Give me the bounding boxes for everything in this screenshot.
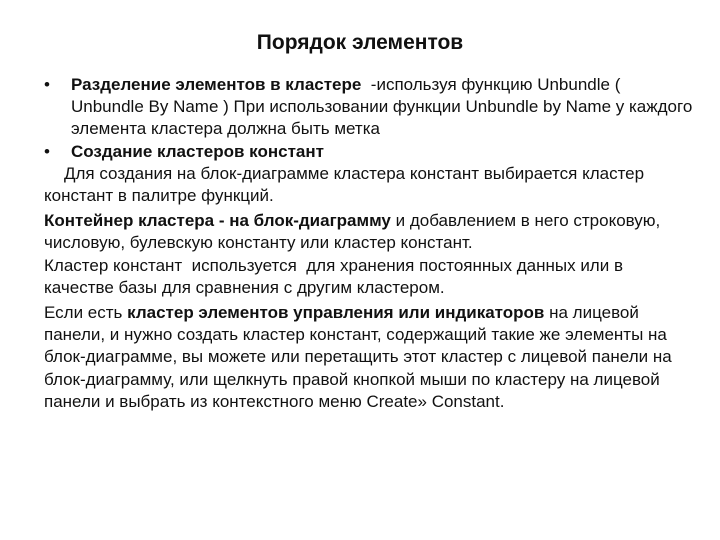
bullet-heading-unbundle: Разделение элементов в кластере: [71, 75, 362, 94]
bullet-dot-icon: •: [44, 141, 50, 161]
paragraph-container-text: и добавлением в него строковую, числовую, булевскую константу или кластер констант.: [44, 211, 661, 253]
paragraph-container: [44, 210, 694, 254]
paragraph-front-panel-lead: Если есть: [44, 303, 128, 323]
slide-title: Порядок элементов: [256, 31, 464, 54]
paragraph-front-panel-bold: кластер элементов управления или индикаторов: [127, 303, 545, 323]
bullet-dot-icon: •: [44, 75, 50, 94]
bullet-heading-constants: Создание кластеров констант: [71, 141, 324, 161]
paragraph-front-panel-text: на лицевой панели, и нужно создать кластер констант, содержащий такие же элементы на блок-диаграмме, вы можете или перетащить этот кластер с лицевой панели на блок-диаграмму, или щелкнуть правой кнопкой мыши по кластеру на лицевой панели и выбрать из контекстного меню Create» Constant.: [44, 303, 672, 411]
bullet-item-constants: [44, 141, 694, 163]
paragraph-constant-usage: Кластер констант используется для хранения постоянных данных или в качестве базы для сравнения с другим кластером.: [44, 255, 628, 297]
paragraph-front-panel: [44, 302, 694, 413]
bullet-item-unbundle: [44, 74, 698, 141]
bullet-text-unbundle: -используя функцию Unbundle ( Unbundle By Name ) При использовании функции Unbundle by Name у каждого элемента кластера должна быть метка: [71, 75, 698, 139]
paragraph-create-constants: Для создания на блок-диаграмме кластера констант выбирается кластер констант в палитре функций.: [44, 163, 645, 206]
slide-body: [44, 74, 698, 413]
paragraph-container-heading: Контейнер кластера - на блок-диаграмму: [44, 211, 391, 231]
